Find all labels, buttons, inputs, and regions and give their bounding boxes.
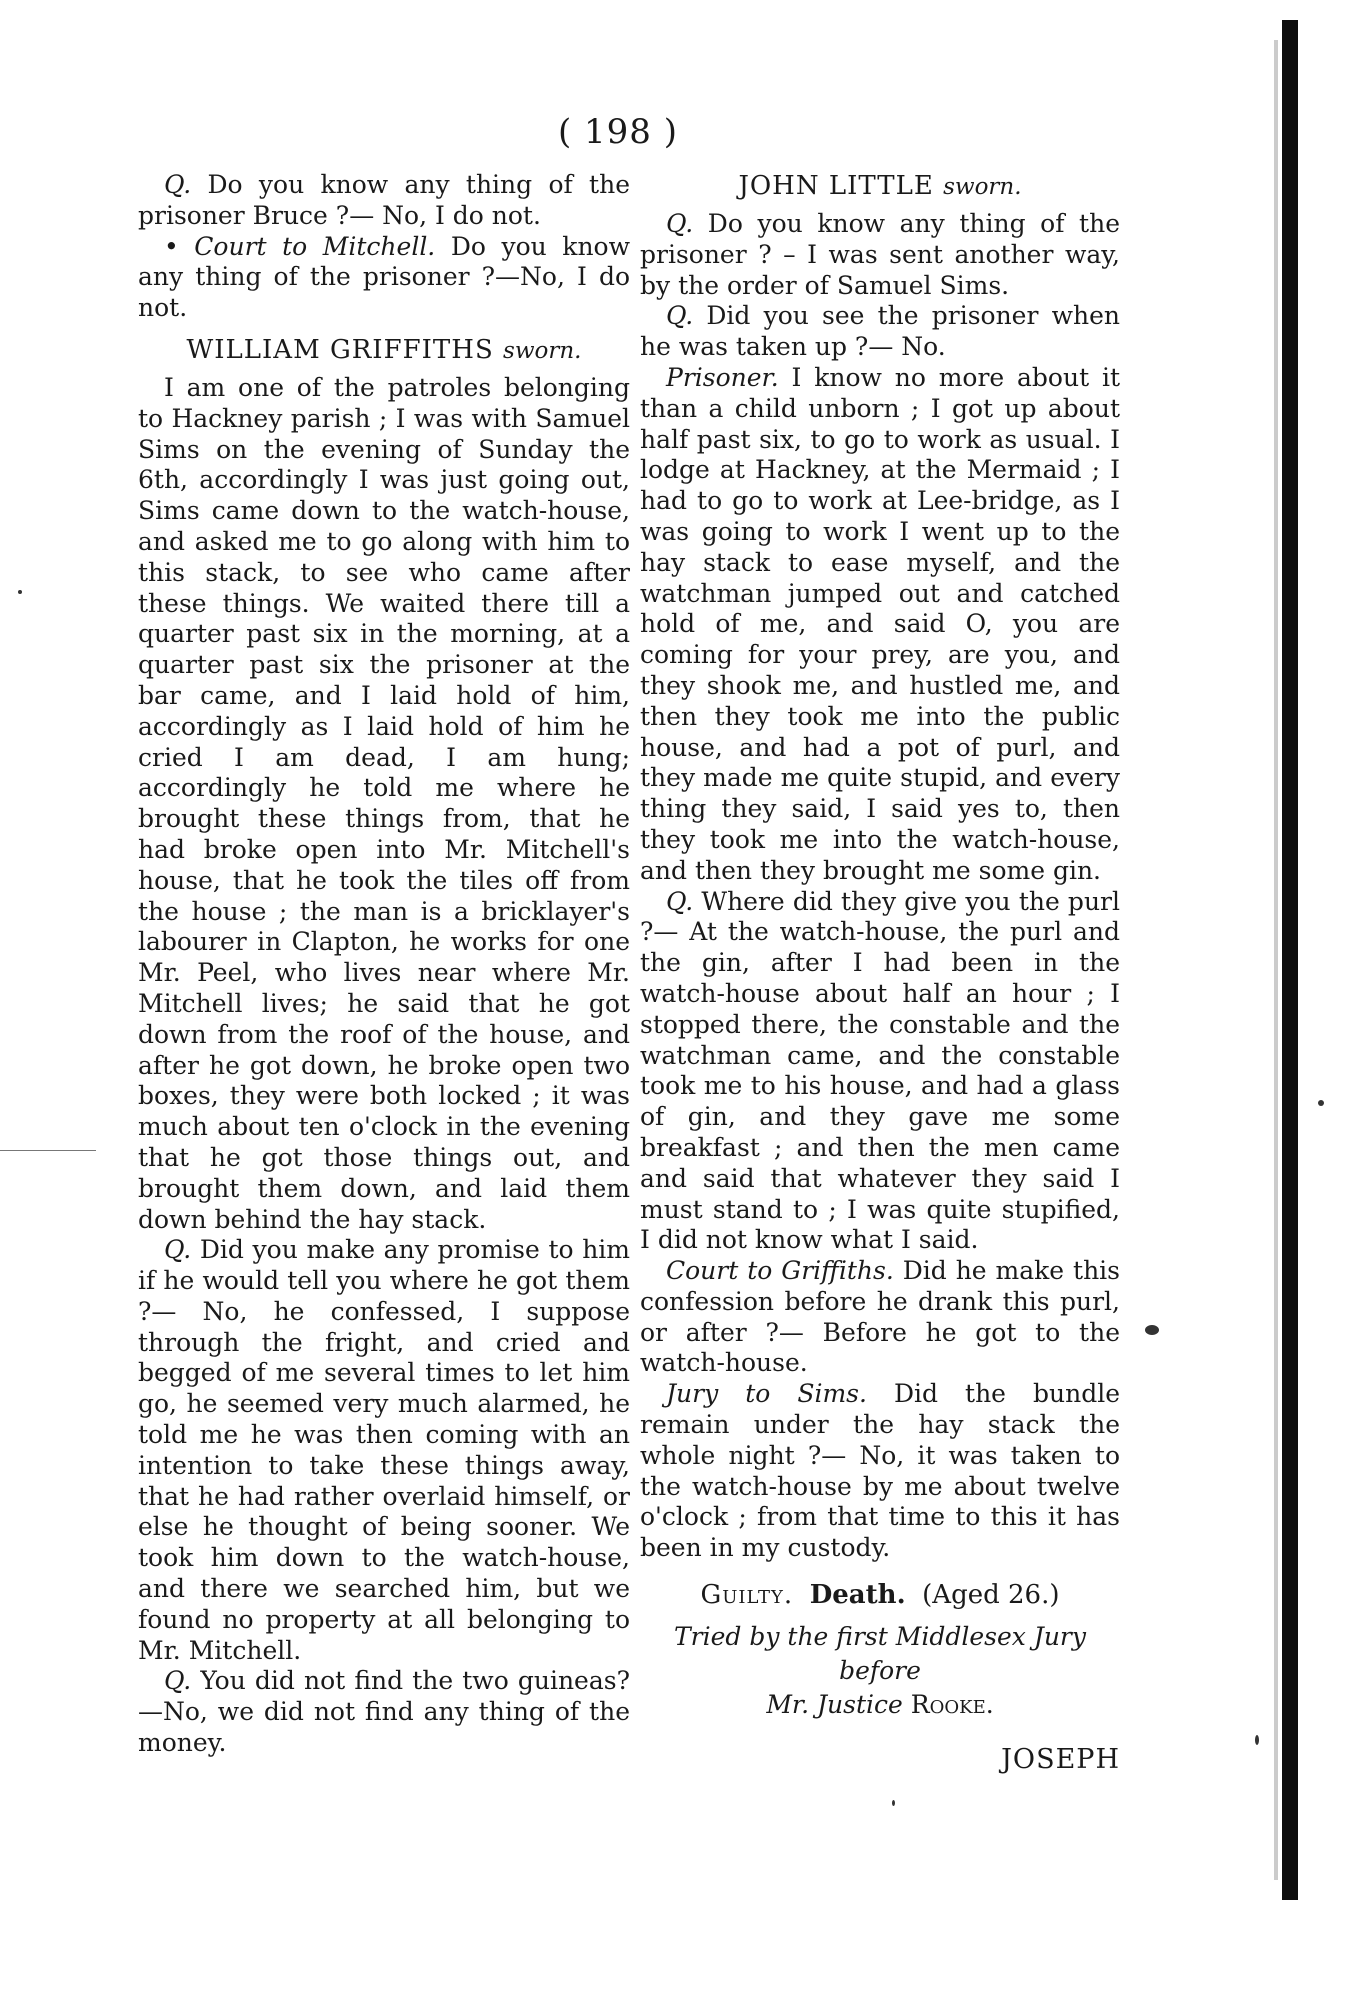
paragraph	[640, 209, 1120, 301]
tried-line-1: Tried by the first Middlesex Jury before	[673, 1622, 1087, 1686]
verdict-guilty: Guilty.	[700, 1580, 794, 1611]
question-mark-q: Q.	[666, 209, 694, 238]
verdict-sentence: Death.	[809, 1580, 906, 1611]
page-number: ( 198 )	[557, 112, 679, 152]
paragraph-text: Do you know any thing of the prisoner ? – I was sent another way, by the order of Samuel Sims.	[640, 209, 1120, 300]
paragraph-text: Do you know any thing of the prisoner Bruce ?— No, I do not.	[138, 170, 630, 230]
binding-shadow	[1274, 40, 1278, 1880]
question-mark-q: Q.	[164, 170, 192, 199]
scan-speck	[1318, 1100, 1324, 1106]
paragraph-text: I know no more about it than a child unborn ; I got up about half past six, to go to work as usual. I lodge at Hackney, at the Mermaid ; I had to go to work at Lee-bridge, as I was going to work I went up to the hay stack to ease myself, and the watchman jumped out and catched hold of me, and said O, you are coming for your prey, are you, and they shook me, and hustled me, and then they took me into the public house, and had a pot of purl, and they made me quite stupid, and every thing they said, I said yes to, then they took me into the watch-house, and then they brought me some gin.	[640, 362, 1120, 885]
paragraph-text: Did the bundle remain under the hay stack the whole night ?— No, it was taken to the watch-house by me about twelve o'clock ; from that time to this it has been in my custody.	[640, 1379, 1120, 1563]
paragraph-text: Do you know any thing of the prisoner ?—No, I do not.	[138, 231, 631, 323]
scan-speck	[1145, 1325, 1159, 1335]
judge-name: Rooke.	[910, 1690, 994, 1720]
right-column	[640, 170, 1120, 1775]
witness-name: WILLIAM GRIFFITHS	[186, 334, 494, 365]
paragraph-text: Did you see the prisoner when he was taken up ?— No.	[640, 301, 1120, 362]
paragraph-text: You did not find the two guineas? —No, we did not find any thing of the money.	[138, 1666, 630, 1758]
paragraph: I am one of the patroles belonging to Hackney parish ; I was with Samuel Sims on the evening of Sunday the 6th, accordingly I was just going out, Sims came down to the watch-house, and asked me to go along with him to this stack, to see who came after these things. We waited there till a quarter past six in the morning, at a quarter past six the prisoner at the bar came, and I laid hold of him, accordingly as I laid hold of him he cried I am dead, I am hung; accordingly he told me where he brought these things from, that he had broke open into Mr. Mitchell's house, that he took the tiles off from the house ; the man is a bricklayer's labourer in Clapton, he works for one Mr. Peel, who lives near where Mr. Mitchell lives; he said that he got down from the roof of the house, and after he got down, he broke open two boxes, they were both locked ; it was much about ten o'clock in the evening that he got those things out, and brought them down, and laid them down behind the hay stack.	[138, 372, 630, 1234]
verdict-line	[640, 1578, 1120, 1612]
speaker-label: • Court to Mitchell.	[164, 231, 436, 261]
paragraph	[138, 232, 630, 324]
paragraph-text: Did you make any promise to him if he would tell you where he got them ?— No, he confessed, I suppose through the fright, and cried and begged of me several times to let him go, he seemed very much alarmed, he told me he was then coming with an intention to take these things away, that he had rather overlaid himself, or else he thought of being sooner. We took him down to the watch-house, and there we searched him, but we found no property at all belonging to Mr. Mitchell.	[138, 1235, 630, 1665]
paragraph-text: Where did they give you the purl ?— At the watch-house, the purl and the gin, after I had been in the watch-house about half an hour ; I stopped there, the constable and the watchman came, and the constable took me to his house, and had a glass of gin, and they gave me some breakfast ; and then the men came and said that whatever they said I must stand to ; I was quite stupified, I did not know what I said.	[640, 886, 1120, 1255]
binding-edge	[1282, 20, 1298, 1900]
paragraph	[640, 1379, 1120, 1564]
paragraph	[138, 170, 630, 232]
question-mark-q: Q.	[164, 1235, 192, 1265]
witness-heading	[640, 170, 1120, 203]
speaker-label: Jury to Sims.	[666, 1379, 867, 1409]
scan-speck	[892, 1800, 895, 1806]
paragraph	[640, 301, 1120, 363]
scan-speck	[18, 590, 22, 594]
tried-line-2-text: Mr. Justice	[766, 1690, 903, 1720]
witness-heading	[138, 334, 630, 367]
verdict-age: (Aged 26.)	[922, 1580, 1060, 1611]
question-mark-q: Q.	[666, 301, 694, 331]
sworn-label: sworn.	[943, 174, 1022, 200]
speaker-label: Prisoner.	[666, 362, 779, 392]
catchword: JOSEPH	[1001, 1744, 1120, 1776]
paragraph	[640, 363, 1120, 887]
question-mark-q: Q.	[666, 886, 694, 916]
paragraph-text: Did he make this confession before he drank this purl, or after ?— Before he got to the watch-house.	[640, 1256, 1120, 1378]
paragraph	[640, 1256, 1120, 1379]
paragraph	[640, 887, 1120, 1257]
sworn-label: sworn.	[503, 337, 582, 364]
tried-line-2	[640, 1688, 1120, 1722]
scan-speck	[1255, 1735, 1259, 1745]
scan-artifact-line	[0, 1150, 96, 1151]
paragraph	[138, 1235, 630, 1666]
witness-name: JOHN LITTLE	[738, 171, 934, 201]
paragraph	[138, 1666, 630, 1758]
speaker-label: Court to Griffiths.	[666, 1256, 894, 1286]
left-column	[138, 170, 630, 1759]
tried-before-note	[640, 1620, 1120, 1722]
question-mark-q: Q.	[164, 1666, 192, 1696]
